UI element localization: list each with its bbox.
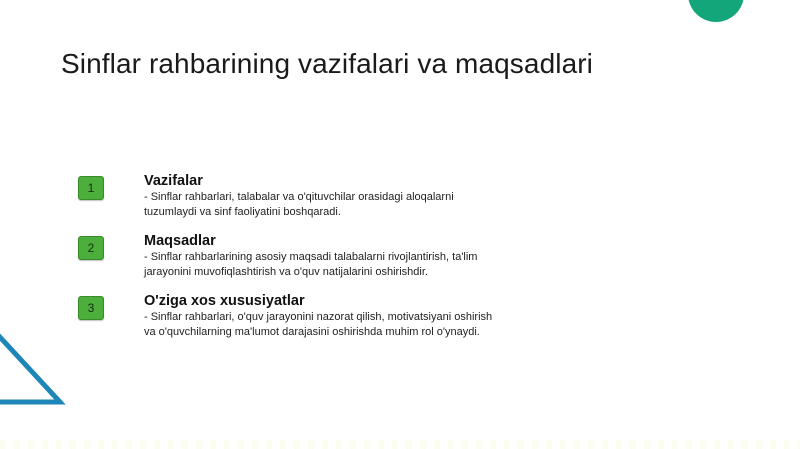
item-list	[78, 172, 598, 352]
item-content	[144, 172, 564, 220]
item-heading: O'ziga xos xususiyatlar	[144, 293, 305, 309]
triangle-outline-decoration-icon	[0, 280, 70, 410]
number-badge: 1	[78, 176, 104, 200]
item-content	[144, 232, 564, 280]
item-description: - Sinflar rahbarlarining asosiy maqsadi talabalarni rivojlantirish, ta'lim jarayonini muvofiqlashtirish va o'quv natijalarini oshirishdir.	[144, 251, 478, 278]
item-heading: Vazifalar	[144, 173, 203, 189]
list-item	[78, 292, 598, 352]
page-title: Sinflar rahbarining vazifalari va maqsadlari	[61, 48, 593, 79]
list-item	[78, 232, 598, 292]
circle-decoration-icon	[688, 0, 744, 22]
bottom-dotted-decoration	[0, 440, 800, 449]
item-content	[144, 292, 564, 340]
item-heading: Maqsadlar	[144, 233, 216, 249]
number-badge: 2	[78, 236, 104, 260]
number-badge: 3	[78, 296, 104, 320]
item-description: - Sinflar rahbarlari, talabalar va o'qituvchilar orasidagi aloqalarni tuzumlaydi va sinf faoliyatini boshqaradi.	[144, 191, 454, 218]
item-description: - Sinflar rahbarlari, o'quv jarayonini nazorat qilish, motivatsiyani oshirish va o'quvchilarning ma'lumot darajasini oshirishda muhim rol o'ynaydi.	[144, 311, 493, 338]
list-item	[78, 172, 598, 232]
